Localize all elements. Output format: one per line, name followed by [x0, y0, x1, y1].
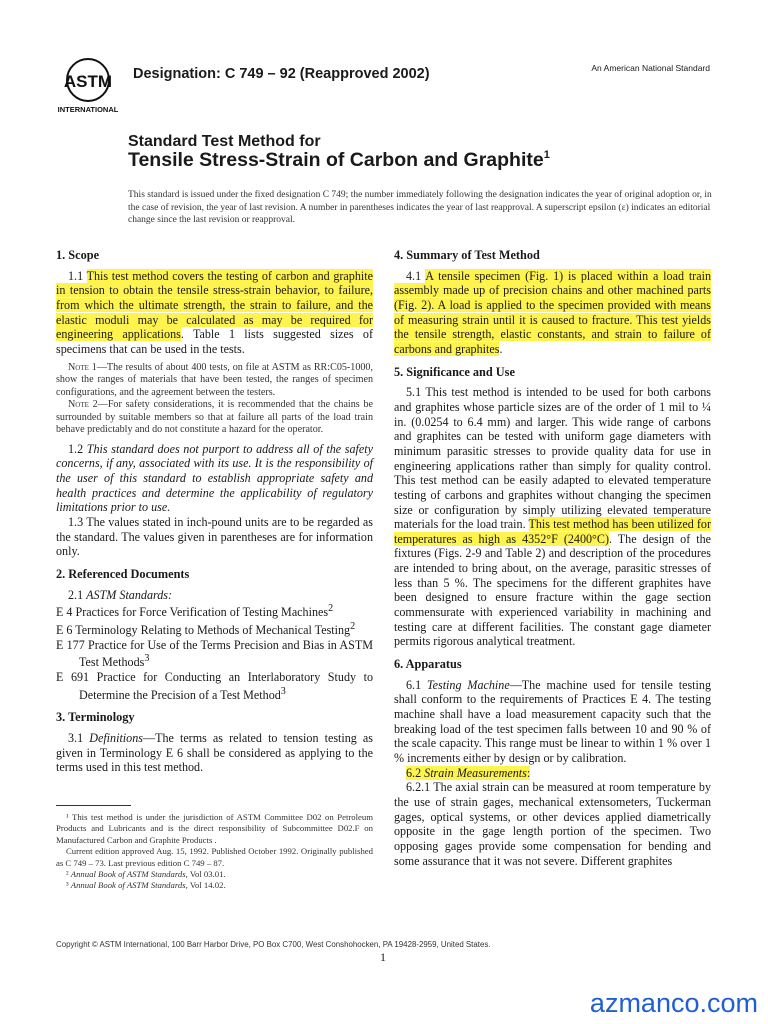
reference-item: E 4 Practices for Force Verification of Testing Machines$^2$: [56, 603, 334, 620]
footnote-1: ¹ This test method is under the jurisdiction of ASTM Committee D02 on Petroleum Products and Lubricants and is the direct responsibility of Subcommittee D02.F on Manufactured Carbon and Graphite Products .: [56, 812, 373, 845]
svg-text:INTERNATIONAL: INTERNATIONAL: [58, 105, 119, 114]
document-title: Tensile Stress-Strain of Carbon and Graphite$^1$: [128, 149, 550, 171]
intro-paragraph: This standard is issued under the fixed designation C 749; the number immediately following the designation indicates the year of original adoption or, in the case of revision, the year of last revision. A number in parentheses indicates the year of last reapproval. A superscript epsilon (ε) indicates an editorial change since the last revision or reapproval.: [128, 190, 712, 226]
section-significance-heading: 5. Significance and Use: [394, 364, 515, 379]
scope-1-3: 1.3 The values stated in inch-pound units are to be regarded as the standard. The values given in parentheses are for information only.: [56, 514, 373, 559]
right-column: [394, 248, 711, 868]
footnote-divider: [56, 805, 131, 806]
title-footnote-mark: 1: [543, 149, 550, 161]
summary-4-1: 4.1 A tensile specimen (Fig. 1) is placed within a load train assembly made up of precision chains and other machined parts (Fig. 2). A load is applied to the specimen provided with means of measuring strain until it is caused to fracture. This test yields the tensile strength, elastic constants, and strain to failure of carbons and graphites.: [394, 268, 711, 356]
svg-text:ASTM: ASTM: [63, 72, 113, 91]
section-summary-heading: 4. Summary of Test Method: [394, 248, 540, 262]
footnote-3: ³ Annual Book of ASTM Standards, Vol 14.02.: [66, 880, 226, 891]
page-number: 1: [380, 950, 386, 964]
title-line-1: Standard Test Method for: [128, 133, 321, 150]
note-1: Note 1—The results of about 400 tests, on file at ASTM as RR:C05-1000, show the ranges of materials that have been tested, the ranges of specimen configurations, and the agreement between the testers.: [56, 361, 373, 398]
highlight: A tensile specimen (Fig. 1) is placed within a load train assembly made up of precision chains and other machined parts (Fig. 2). A load is applied to the specimen provided with means of measuring strain until it is caused to fracture. This test yields the tensile strength, elastic constants, and strain to failure of carbons and graphites: [394, 268, 711, 356]
reference-item: E 691 Practice for Conducting an Interlaboratory Study to Determine the Precision of a Test Method$^3$: [56, 669, 373, 702]
highlight: This test method covers the testing of carbon and graphite in tension to obtain the tensile stress-strain behavior, to failure, from which the ultimate strength, the strain to failure, and the elastic moduli may be calculated as may be required for engineering applications: [56, 268, 373, 342]
section-scope-heading: 1. Scope: [56, 248, 100, 262]
reference-item: E 6 Terminology Relating to Methods of Mechanical Testing$^2$: [56, 620, 356, 637]
copyright-line: Copyright © ASTM International, 100 Barr Harbor Drive, PO Box C700, West Conshohocken, PA 19428-2959, United States.: [56, 940, 491, 949]
significance-5-1: 5.1 This test method is intended to be used for both carbons and graphites whose particle sizes are of the order of 1 mil to ¼ in. (0.0254 to 6.4 mm) and larger. This wide range of carbons and graphites can be tested with uniform gage diameters with minimum parasitic stresses to provide quality data for use in engineering applications rather than simply for quality control. This test method can be easily adapted to elevated temperature testing of carbons and graphites without changing the specimen size or configuration by simply utilizing elevated temperature materials for the load train. This test method has been utilized for temperatures as high as 4352°F (2400°C). The design of the fixtures (Figs. 2-9 and Table 2) and description of the procedures are intended to bring about, on the average, parasitic stresses of less than 5 %. The specimens for the different graphites have been designed to ensure fracture within the gage section commensurate with experienced variability in machining and testing care at different facilities. The constant gage diameter permits rigorous analytical treatment.: [394, 385, 711, 649]
highlight: This test method has been utilized for temperatures as high as 4352°F (2400°C): [394, 517, 711, 546]
astm-standards-label: 2.1 ASTM Standards:: [68, 587, 173, 602]
designation: Designation: C 749 – 92 (Reapproved 2002): [133, 66, 430, 82]
apparatus-6-2: [394, 766, 711, 781]
scope-1-2: 1.2 This standard does not purport to address all of the safety concerns, if any, associated with its use. It is the responsibility of the user of this standard to establish appropriate safety and health practices and determine the applicability of regulatory limitations prior to use.: [56, 441, 374, 515]
section-apparatus-heading: 6. Apparatus: [394, 657, 462, 672]
section-referenced-documents-heading: 2. Referenced Documents: [56, 566, 190, 581]
apparatus-6-1: 6.1 Testing Machine—The machine used for tensile testing shall conform to the requirements of Practices E 4. The testing machine shall have a load measurement capacity such that the breaking load of the test specimen falls between 10 and 90 % of the scale capacity. This range must be linear to within 1 % over 1 % increments either by design or by calibration.: [394, 677, 711, 765]
reference-item: E 177 Practice for Use of the Terms Precision and Bias in ASTM Test Methods$^3$: [56, 637, 373, 670]
left-column: [56, 248, 373, 775]
scope-1-1: 1.1 This test method covers the testing of carbon and graphite in tension to obtain the tensile stress-strain behavior, to failure, from which the ultimate strength, the strain to failure, and the elastic moduli may be calculated as may be required for engineering applications. Table 1 lists suggested sizes of specimens that can be used in the tests.: [56, 268, 374, 356]
note-2: Note 2—For safety considerations, it is recommended that the chains be surrounded by suitable members so that at failure all parts of the load train behave predictably and do not constitute a hazard for the operator.: [56, 399, 373, 436]
watermark-link[interactable]: azmanco.com: [589, 988, 758, 1018]
terminology-3-1: 3.1 Definitions—The terms as related to tension testing as given in Terminology E 6 shall be considered as applying to the terms used in this test method.: [56, 730, 373, 775]
apparatus-6-2-1: 6.2.1 The axial strain can be measured at room temperature by the use of strain gages, mechanical extensometers, Tuckerman gages, optical systems, or other devices applied diametrically opposite in the gage length portion of the specimen. Two opposing gages provide some compensation for bending and some assurance that it was not severe. Different graphites: [394, 780, 711, 868]
highlight: 6.2 Strain Measurements:: [406, 765, 531, 780]
national-standard-label: An American National Standard: [591, 63, 710, 73]
section-terminology-heading: 3. Terminology: [56, 710, 135, 725]
footnotes: [56, 812, 373, 892]
footnote-1-edition: Current edition approved Aug. 15, 1992. Published October 1992. Originally published as C 749 – 73. Last previous edition C 749 – 87.: [56, 846, 373, 868]
astm-logo: [58, 52, 124, 118]
footnote-2: ² Annual Book of ASTM Standards, Vol 03.01.: [66, 869, 226, 880]
